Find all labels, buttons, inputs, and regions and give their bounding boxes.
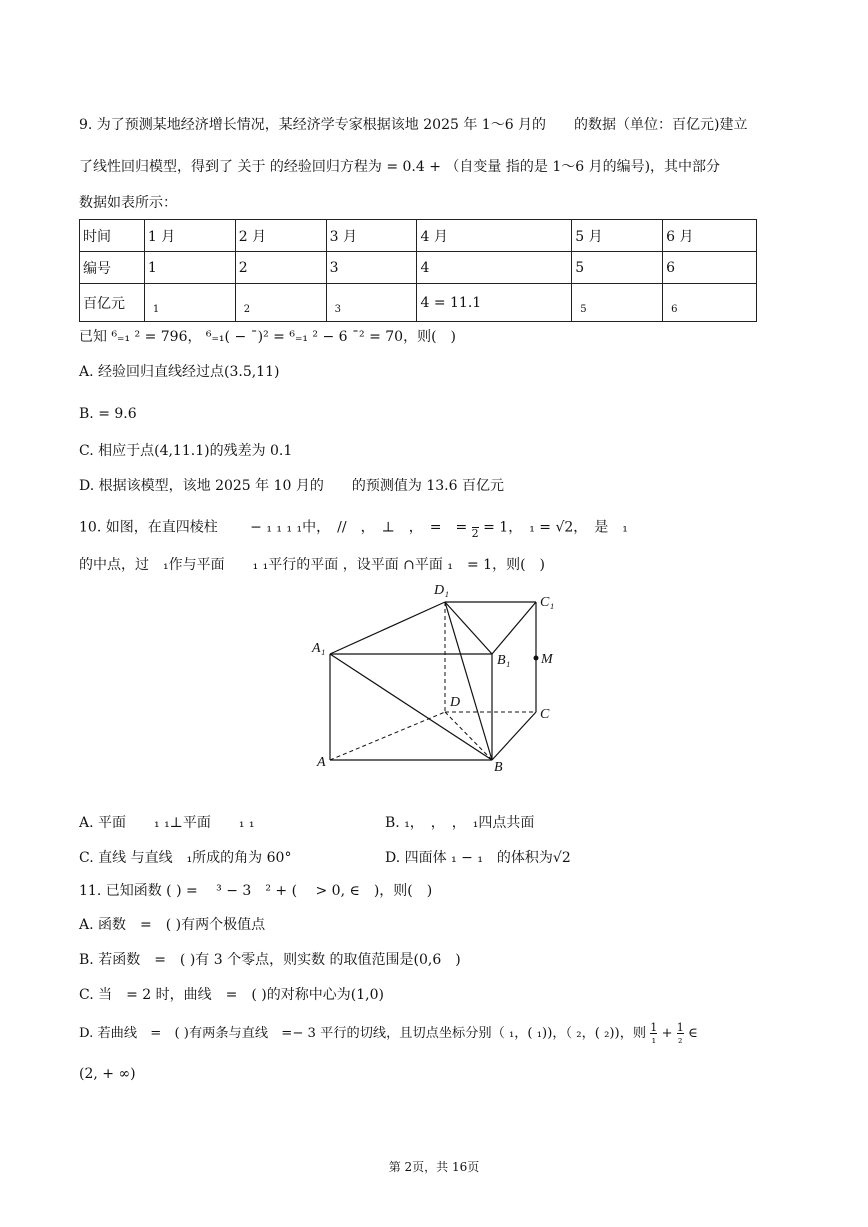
fraction-denominator: 2: [471, 527, 479, 540]
table-cell: 4 = 11.1: [417, 284, 572, 322]
q9-option-c: C. 相应于点(4,11.1)的残差为 0.1: [79, 443, 293, 459]
fraction-numerator: 1: [650, 1021, 658, 1034]
q10-line1-text-b: = 1， ₁ = √2， 是 ₁: [483, 519, 628, 536]
q10-line1: [79, 516, 628, 539]
label-d1: D₁: [434, 583, 449, 598]
table-cell: 5 月: [572, 220, 663, 252]
q9-known-condition: 已知 ⁶₌₁ ² = 796， ⁶₌₁( − ¯)² = ⁶₌₁ ² − 6 ¯² = 70，则( ): [79, 329, 456, 345]
q9-option-b: B. = 9.6: [79, 406, 137, 422]
fraction-denominator: ₂: [678, 1033, 683, 1046]
table-cell: 2: [235, 252, 326, 284]
table-cell: 2 月: [235, 220, 326, 252]
label-d: D: [450, 695, 461, 710]
plus-sign: +: [661, 1026, 673, 1041]
q9-line3: 数据如表所示：: [79, 195, 177, 211]
prism-hidden-edges: [330, 602, 536, 760]
table-cell: 1: [144, 284, 235, 322]
table-cell: 时间: [80, 220, 145, 252]
table-cell: 编号: [80, 252, 145, 284]
fraction-numerator: 1: [676, 1021, 684, 1034]
q11-line1: 11. 已知函数 ( ) = ³ − 3 ² + ( > 0, ∈ )，则( ): [79, 883, 433, 899]
table-row: [80, 220, 757, 252]
table-row: [80, 252, 757, 284]
label-m: M: [541, 652, 553, 667]
page-footer: 第 2页，共 16页: [388, 1160, 480, 1174]
table-cell: 4 月: [417, 220, 572, 252]
label-b1: B₁: [497, 653, 511, 668]
q10-line2: 的中点，过 ₁作与平面 ₁ ₁平行的平面 ，设平面 ∩平面 ₁ = 1，则( ): [79, 557, 545, 573]
q11-option-d: [79, 1022, 698, 1045]
prism-solid-edges: [330, 602, 536, 760]
table-cell: 3 月: [326, 220, 417, 252]
label-a1: A₁: [312, 641, 326, 656]
table-cell: 3: [326, 252, 417, 284]
label-a: A: [317, 755, 326, 770]
q10-fraction: [472, 516, 479, 539]
table-cell: 1 月: [144, 220, 235, 252]
label-b: B: [494, 760, 503, 775]
table-cell: 3: [326, 284, 417, 322]
table-cell: 1: [144, 252, 235, 284]
q10-option-d: D. 四面体 ₁ − ₁ 的体积为√2: [385, 850, 571, 866]
table-cell: 5: [572, 284, 663, 322]
fraction-denominator: ₁: [651, 1033, 656, 1046]
element-of-sign: ∈: [687, 1026, 698, 1041]
q9-option-d: D. 根据该模型，该地 2025 年 10 月的 的预测值为 13.6 百亿元: [79, 478, 504, 494]
q11-option-d-text: D. 若曲线 = ( )有两条与直线 =− 3 平行的切线，且切点坐标分别（ ₁，( ₁))，（ ₂，( ₂))，则: [79, 1026, 647, 1041]
q10-option-c: C. 直线 与直线 ₁所成的角为 60°: [79, 850, 292, 866]
q9-line2: 了线性回归模型，得到了 关于 的经验回归方程为 = 0.4 + （自变量 指的是 1～6 月的编号)，其中部分: [79, 159, 721, 175]
table-row: [80, 284, 757, 322]
q9-line1: 9. 为了预测某地经济增长情况，某经济学专家根据该地 2025 年 1～6 月的 的数据（单位：百亿元)建立: [79, 117, 748, 133]
table-cell: 6: [663, 252, 757, 284]
fraction-1-over-x2: [677, 1022, 684, 1045]
q10-line1-text-a: 10. 如图，在直四棱柱 − ₁ ₁ ₁ ₁中， // ， ⊥ ， = =: [79, 519, 468, 536]
q11-option-a: A. 函数 = ( )有两个极值点: [79, 917, 266, 933]
label-c1: C₁: [540, 595, 555, 610]
q10-option-b: B. ₁， ， ， ₁四点共面: [385, 815, 535, 831]
label-c: C: [540, 707, 550, 722]
table-cell: 4: [417, 252, 572, 284]
q9-data-table: [79, 219, 757, 322]
table-cell: 6: [663, 284, 757, 322]
table-cell: 5: [572, 252, 663, 284]
point-m: [534, 656, 539, 661]
q9-option-a: A. 经验回归直线经过点(3.5,11): [79, 364, 280, 380]
q11-option-b: B. 若函数 = ( )有 3 个零点，则实数 的取值范围是(0,6 ): [79, 952, 461, 968]
q11-option-c: C. 当 = 2 时，曲线 = ( )的对称中心为(1,0): [79, 987, 384, 1003]
table-cell: 6 月: [663, 220, 757, 252]
q10-option-a: A. 平面 ₁ ₁⊥平面 ₁ ₁: [79, 815, 255, 831]
q11-option-d-line2: (2, + ∞): [79, 1066, 136, 1082]
fraction-1-over-x1: [650, 1022, 657, 1045]
table-cell: 百亿元: [80, 284, 145, 322]
prism-figure: [300, 578, 570, 778]
table-cell: 2: [235, 284, 326, 322]
